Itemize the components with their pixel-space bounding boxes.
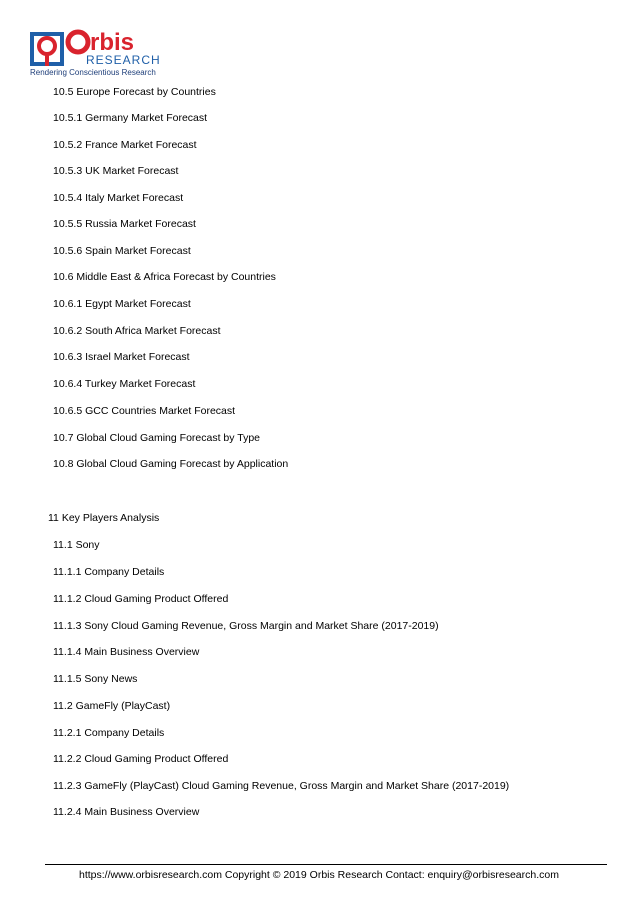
toc-entry: 10.5.1 Germany Market Forecast: [53, 112, 208, 124]
toc-entry: 10.8 Global Cloud Gaming Forecast by Application: [53, 458, 289, 470]
toc-entry: 10.6.1 Egypt Market Forecast: [53, 298, 191, 310]
toc-entry: 10.6.5 GCC Countries Market Forecast: [53, 405, 236, 417]
logo-sub: RESEARCH: [86, 53, 160, 67]
toc-entry: 10.5 Europe Forecast by Countries: [53, 86, 216, 98]
orbis-logo-mark-icon: [30, 24, 160, 78]
toc-entry: 10.5.4 Italy Market Forecast: [53, 192, 184, 204]
orbis-research-logo: [30, 24, 160, 78]
logo-tagline: Rendering Conscientious Research: [30, 68, 156, 77]
page-footer: https://www.orbisresearch.com Copyright © 2019 Orbis Research Contact: enquiry@orbisresearch.com: [78, 869, 559, 881]
toc-entry: 11.2.4 Main Business Overview: [53, 806, 200, 818]
toc-entry: 11.1.3 Sony Cloud Gaming Revenue, Gross Margin and Market Share (2017-2019): [53, 620, 439, 632]
toc-entry: 10.6.2 South Africa Market Forecast: [53, 325, 221, 337]
toc-entry: 11.1 Sony: [53, 539, 100, 551]
toc-entry: 10.6 Middle East & Africa Forecast by Countries: [53, 271, 276, 283]
toc-entry: 11.1.2 Cloud Gaming Product Offered: [53, 593, 229, 605]
toc-entry: 11.2.1 Company Details: [53, 727, 165, 739]
toc-entry: 11.2 GameFly (PlayCast): [53, 700, 171, 712]
toc-entry: 11.1.4 Main Business Overview: [53, 646, 200, 658]
toc-entry: 11.1.5 Sony News: [53, 673, 138, 685]
toc-entry: 11.2.3 GameFly (PlayCast) Cloud Gaming Revenue, Gross Margin and Market Share (2017-2019): [53, 780, 510, 792]
toc-entry: 10.6.3 Israel Market Forecast: [53, 351, 190, 363]
logo-wordmark-rest: rbis: [90, 29, 135, 56]
toc-entry: 11 Key Players Analysis: [48, 512, 160, 524]
toc-entry: 10.7 Global Cloud Gaming Forecast by Type: [53, 432, 261, 444]
footer-divider: [45, 864, 607, 865]
toc-entry: 11.1.1 Company Details: [53, 566, 165, 578]
toc-entry: 10.5.5 Russia Market Forecast: [53, 218, 196, 230]
toc-entry: 10.5.2 France Market Forecast: [53, 139, 197, 151]
toc-entry: 11.2.2 Cloud Gaming Product Offered: [53, 753, 229, 765]
toc-entry: 10.5.3 UK Market Forecast: [53, 165, 179, 177]
toc-entry: 10.6.4 Turkey Market Forecast: [53, 378, 196, 390]
toc-entry: 10.5.6 Spain Market Forecast: [53, 245, 191, 257]
